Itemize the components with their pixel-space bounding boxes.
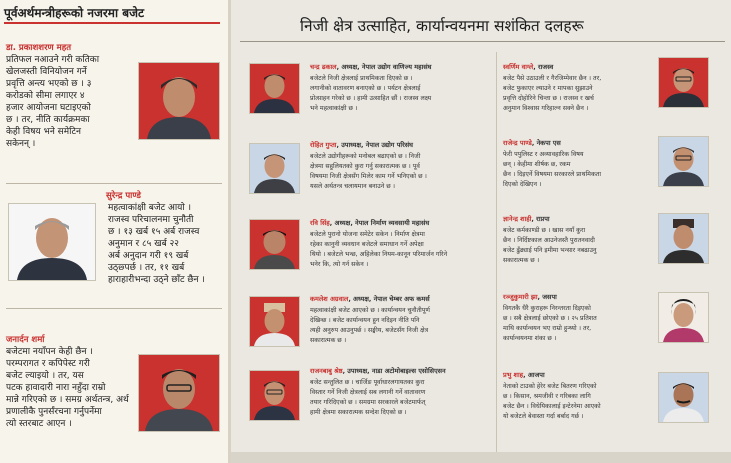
title-rule [240,41,725,42]
heading-rule [4,22,220,24]
person-name: डा. प्रकाशशरण महत [6,43,72,53]
entry-name: ज्ञानेन्द्र शाही, राप्रपा [503,215,550,223]
entry-text: बजेटले निजी क्षेत्रलाई प्राथमिकता दिएको छ । लगानीको वातावरण बनाएको छ । पर्यटन क्षेत्रलाई प्रोत्साहन गरेको छ । हामी उत्साहित छौं । राजस्व लक्ष्य भने महत्वाकांक्षी छ । [310,75,432,112]
entry-text: बजेटले पुरानो योजना समेटेर सकेन । निर्माण क्षेत्रमा रहेका कानुनी व्यवधान बजेटले समाधान गर्ने अपेक्षा थियो । बजेटले भन्छ, अहिलेका नियम-कानून परिमार्जन गरिने भनेर कि, त्यो गर्न सकेन । [310,231,448,268]
page-title: निजी क्षेत्र उत्साहित, कार्यान्वयनमा सशंकित दलहरू [300,17,584,35]
entry-text: बजेट सन्तुलित छ । चार्जिङ पूर्वाधारलगायतका कुरा विस्तार गर्ने निजी क्षेत्रलाई सब लगानी गर्ने वातावरण तयार गरिदिएको छ । समग्रमा सरकारले बजेटमार्फत् हामी क्षेत्रमा सकारात्मक सन्देश दिएको छ । [310,379,426,416]
portrait-photo [138,354,220,432]
portrait-photo [8,203,96,281]
portrait-photo [249,63,300,114]
person-name: जनार्दन शर्मा [6,335,45,345]
section-divider [6,308,222,309]
person-quote: बजेटमा नयाँपन केही छैन । परम्परागत र कपिपेस्ट गरी बजेट ल्याइयो । तर, यस पटक हावादारी नारा नहुँदा राम्रो मान्ने गरिएको छ । समग्र अर्थतन्त्र, अर्थ प्रणालीकै पुनर्संरचना गर्नुपर्नेमा त्यो स्तरबाट आएन । [6,347,129,429]
left-panel-heading: पूर्वअर्थमन्त्रीहरूको नजरमा बजेट [4,6,145,20]
column-divider [496,52,497,452]
section-divider [6,183,222,184]
portrait-photo [249,143,300,194]
portrait-photo [138,62,220,140]
entry-text: महत्वाकांक्षी बजेट आएको छ । कार्यान्वयन चुनौतीपूर्ण देखिन्छ । बजेट कार्यान्वयन हुन नदिइन नीति पनि त्यही अनुरुप आउनुपर्छ । सङ्घीय, बजेटसँग निजी क्षेत्र सकारात्मक छ । [310,307,430,344]
entry-name: कमलेश अग्रवाल, अध्यक्ष, नेपाल चेम्बर अफ कमर्स [310,295,430,303]
entry-name: प्रभु शाह, आजपा [503,371,545,379]
entry-text: बजेट पैसे उठाउली र गैरजिम्मेवार छैन । तर, बजेट फुकाएर ल्याउने र मापका सुझाउने प्रवृत्ति दोहोरिने चिन्ता छ । राजस्व र खर्च अनुमान विश्वास गरिहाल्न सक्ने छैन । [503,75,602,112]
page-footer-band [231,452,731,463]
entry-name: रवि सिंह, अध्यक्ष, नेपाल निर्माण व्यवसायी महासंघ [310,219,430,227]
entry-name: चन्द्र ढकाल, अध्यक्ष, नेपाल उद्योग वाणिज्य महासंघ [310,63,432,71]
portrait-photo [658,292,709,343]
entry-text: विगतकै धैरै कुराहरू निरन्तरता दिइएको छ । सबै क्षेत्रलाई छोएको छ । २५ प्रतिशत माथि कार्यान्वयन भए राम्रो हुन्थ्यो । तर, कार्यान्वयनमा शंका छ । [503,305,597,342]
portrait-photo [249,370,300,421]
portrait-photo [658,136,709,187]
portrait-photo [658,57,709,108]
person-quote: महत्वाकांक्षी बजेट आयो । राजस्व परिचालनमा चुनौती छ । १३ खर्ब १५ अर्ब राजस्व अनुमान र ८५ खर्ब २२ अर्ब अनुदान गरी १९ खर्ब उठ्छ्पर्छ । तर, ११ खर्ब हाराहारीभन्दा उठ्ने छाँट छैन । [108,203,205,285]
entry-name: स्वर्णिम वाग्ले, राजस्व [503,63,554,71]
entry-text: फेरी पपुलिस्ट र अव्यावहारिक विषय छन् । केहीमा शीर्षक छ, रकम छैन । दिइएर्ने विषयमा सरकारले प्राथमिकता दिएको देखिएन । [503,151,602,188]
portrait-photo [249,219,300,270]
portrait-photo [658,372,709,423]
entry-name: राजेन्द्र पाण्डे, नेकपा एस [503,139,561,147]
portrait-photo [249,296,300,347]
entry-name: राजनबाबु श्रेष्ठ, उपाध्यक्ष, नाडा अटोमोबाइल्स एसोसिएसन [310,367,446,375]
entry-text: नेताको टाउको हेरेर बजेट बितरण गरिएको छ । किसान, श्रमजीवी र गरिबका लागि बजेट छैन । विधेयिकालाई इन्टेरनेमा आएको यो बजेटले बेवास्ता गर्दा बर्बाद गर्छ । [503,383,601,420]
entry-name: रोहित गुप्ता, उपाध्यक्ष, नेपाल उद्योग परिसंघ [310,141,413,149]
entry-name: रञ्जुकुमारी झा, जसपा [503,293,557,301]
entry-text: बजेट कर्मकाण्डी छ । खास नयाँ कुरा छैन । निर्दिष्टकाल आउनेजस्तै पुरातनवादी बजेट ढुँढ्याई पनि इमीमा भन्सार नबढाउनु सकारात्मक छ । [503,227,597,264]
person-quote: प्रतिफल नआउने गरी कतिका खेलजस्ती विनियोजन गर्ने प्रवृत्ति अन्त्य भएको छ । ३ करोडको सीमा लगाएर ४ हजार आयोजना घटाइएको छ । तर, नीति कार्यक्रमका केही विषय भने समेटिन सकेनन् । [6,55,100,149]
person-name: सुरेन्द्र पाण्डे [106,191,141,201]
portrait-photo [658,213,709,264]
entry-text: बजेटले उद्योगीहरूको मनोबल बढाएको छ । निजी क्षेत्रमा सहुलियतको कुरा गर्नु सकारात्मक छ । पूर्व विषयमा निजी क्षेत्रसँग मिलेर काम गर्ने भनिएको छ । यसले अर्थतन्त्र चलायमान बनाउने छ । [310,153,427,190]
